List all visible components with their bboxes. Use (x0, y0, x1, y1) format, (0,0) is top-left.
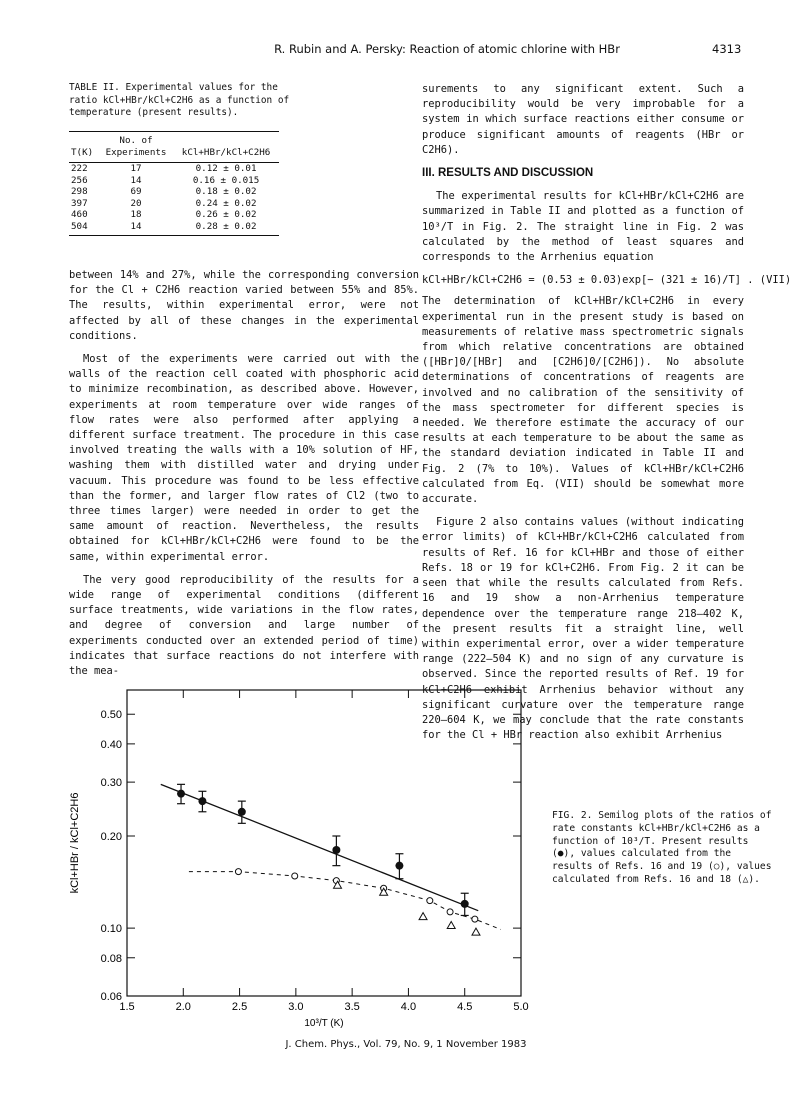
y-tick-label: 0.30 (100, 777, 122, 790)
fit-line (161, 784, 478, 910)
y-tick-label: 0.06 (100, 991, 122, 1003)
figure-caption: FIG. 2. Semilog plots of the ratios of rate constants kCl+HBr/kCl+C2H6 as a function of 10³/T. Present results (●), values calculated from the results of Refs. 16 and 19 (○), values calculated from Refs. 16 and 18 (△). (552, 810, 772, 885)
table-cell: 0.18 ± 0.02 (195, 186, 257, 198)
present-point (461, 900, 469, 908)
x-tick-label: 1.5 (119, 1001, 135, 1013)
table-cell: 0.28 ± 0.02 (173, 221, 279, 235)
refs-16-18-point (447, 921, 455, 928)
left-paragraph-3: The very good reproducibility of the results for a wide range of experimental conditions (different surface treatments, wide variations in the flow rates, and degree of conversion and large number of experiments conducted over an extended period of time) indicates that surface reactions do not interfere with the mea- (69, 573, 419, 678)
table-cell: 256 (71, 174, 88, 186)
x-tick-label: 3.5 (344, 1001, 360, 1013)
x-tick-label: 2.5 (231, 1001, 248, 1013)
table-cell: 298 (71, 186, 88, 198)
present-point (395, 862, 403, 870)
right-paragraph-1: The experimental results for kCl+HBr/kCl+C2H6 are summarized in Table II and plotted as a function of 10³/T in Fig. 2. The straight line in Fig. 2 was calculated by the method of least squares and corresponds to the Arrhenius equation (422, 190, 744, 264)
table-cell: 222 (71, 163, 88, 174)
right-paragraph-0: surements to any significant extent. Such a reproducibility would be very improbable for a system in which surface reactions either consume or produce significant amounts of reagents (HBr or C2H6). (422, 83, 744, 156)
table-header-empty (173, 132, 279, 148)
left-paragraph-2: Most of the experiments were carried out with the walls of the reaction cell coated with phosphoric acid to minimize recombination, as described above. However, experiments at room temperature over wide ranges of flow rates were also performed after applying a different surface treatment. The procedure in this case involved treating the walls with a 10% solution of HF, washing them with distilled water and drying under vacuum. This procedure was found to be less effective than the former, and larger flow rates of Cl2 (two to three times larger) were needed in order to get the same amount of reaction. Nevertheless, the results obtained for kCl+HBr/kCl+C2H6 were found to be the same, within experimental error. (69, 353, 419, 563)
table-row (69, 221, 279, 235)
refs-16-19-point (235, 869, 241, 875)
y-tick-label: 0.50 (100, 709, 122, 722)
table-header-ratio: kCl+HBr/kCl+C2H6 (173, 147, 279, 163)
section-heading: III. RESULTS AND DISCUSSION (422, 167, 594, 180)
journal-footer: J. Chem. Phys., Vol. 79, No. 9, 1 November 1983 (285, 1039, 527, 1050)
y-axis-label: kCl+HBr / kCl+C2H6 (69, 792, 81, 894)
refs-16-19-point (472, 916, 478, 922)
left-paragraph-1: between 14% and 27%, while the corresponding conversion for the Cl + C2H6 reaction varied between 55% and 85%. The results, within experimental error, were not affected by all of these changes in the experimental conditions. (69, 269, 419, 342)
refs-16-19-point (447, 909, 453, 915)
table-header-no-of: No. of (99, 132, 173, 148)
x-tick-label: 4.0 (400, 1001, 417, 1013)
x-tick-label: 4.5 (457, 1001, 473, 1013)
table-cell: 20 (130, 197, 142, 209)
table-header-empty (69, 132, 99, 148)
present-point (198, 797, 206, 805)
refs-16-19-point (427, 898, 433, 904)
table-row (69, 209, 279, 221)
table-cell: 504 (69, 221, 99, 235)
right-paragraph-3: Figure 2 also contains values (without indicating error limits) of kCl+HBr/kCl+C2H6 calculated from results of Ref. 16 for kCl+HBr and those of either Refs. 18 or 19 for kCl+C2H6. From Fig. 2 it can be seen that while the results calculated from Refs. 16 and 19 show a non-Arrhenius temperature dependence over the temperature range 218–402 K, the present results fit a straight line, well within experimental error, over a wider temperature range (222–504 K) and no sign of any curvature is observed. Since the reported results of Ref. 19 for kCl+C2H6 exhibit Arrhenius behavior without any significant curvature over the temperature range 220–604 K, we may conclude that the rate constants for the Cl + HBr reaction also exhibit Arrhenius (422, 516, 744, 742)
running-header (0, 42, 812, 58)
y-tick-label: 0.10 (100, 923, 122, 936)
right-column (422, 82, 792, 751)
present-point (332, 846, 340, 854)
table-header-temperature: T(K) (69, 147, 99, 163)
x-axis-label: 10³/T (K) (304, 1018, 344, 1029)
figure-2-chart (60, 675, 540, 1030)
page-number: 4313 (712, 42, 742, 56)
refs-16-19-point (292, 873, 298, 879)
present-point (238, 808, 246, 816)
table-cell: 0.24 ± 0.02 (195, 197, 257, 209)
equation-vii: kCl+HBr/kCl+C2H6 = (0.53 ± 0.03)exp[− (321 ± 16)/T] . (VII) (422, 274, 792, 287)
table-row (69, 163, 279, 175)
header-title: R. Rubin and A. Persky: Reaction of atomic chlorine with HBr (274, 42, 620, 56)
table-ii (69, 131, 279, 236)
table-cell: 14 (99, 221, 173, 235)
present-point (177, 790, 185, 798)
table-cell: 18 (130, 209, 142, 221)
table-cell: 460 (71, 209, 88, 221)
x-tick-label: 3.0 (288, 1001, 304, 1013)
table-cell: 0.16 ± 0.015 (192, 174, 260, 186)
table-header-experiments: Experiments (99, 147, 173, 163)
right-paragraph-2: The determination of kCl+HBr/kCl+C2H6 in every experimental run in the present study is based on measurements of relative mass spectrometric signals from which relative concentrations are obtained ([HBr]0/[HBr] and [C2H6]0/[C2H6]). No absolute determinations of concentrations of reagents are involved and no calibration of the sensitivity of the mass spectrometer for different species is needed. We therefore estimate the accuracy of our results at each temperature to be about the same as the standard deviation indicated in Table II and Fig. 2 (7% to 10%). Values of kCl+HBr/kCl+C2H6 calculated from Eq. (VII) should be somewhat more accurate. (422, 295, 744, 506)
x-tick-label: 2.0 (175, 1001, 191, 1013)
table-row (69, 175, 279, 187)
table-cell: 17 (130, 163, 142, 174)
y-tick-label: 0.40 (100, 738, 122, 751)
left-column (69, 268, 419, 687)
plot-frame (127, 690, 521, 996)
table-caption: TABLE II. Experimental values for the ratio kCl+HBr/kCl+C2H6 as a function of temperature (present results). (69, 82, 290, 119)
table-row (69, 198, 279, 210)
refs-16-18-point (419, 913, 427, 920)
y-tick-label: 0.08 (100, 952, 122, 965)
table-cell: 69 (130, 186, 142, 198)
table-cell: 0.12 ± 0.01 (195, 163, 257, 174)
table-cell: 14 (130, 174, 142, 186)
y-tick-label: 0.20 (100, 830, 122, 843)
x-tick-label: 5.0 (513, 1001, 529, 1013)
table-cell: 0.26 ± 0.02 (195, 209, 257, 221)
table-row (69, 186, 279, 198)
table-cell: 397 (71, 197, 88, 209)
refs-16-18-point (472, 928, 480, 935)
